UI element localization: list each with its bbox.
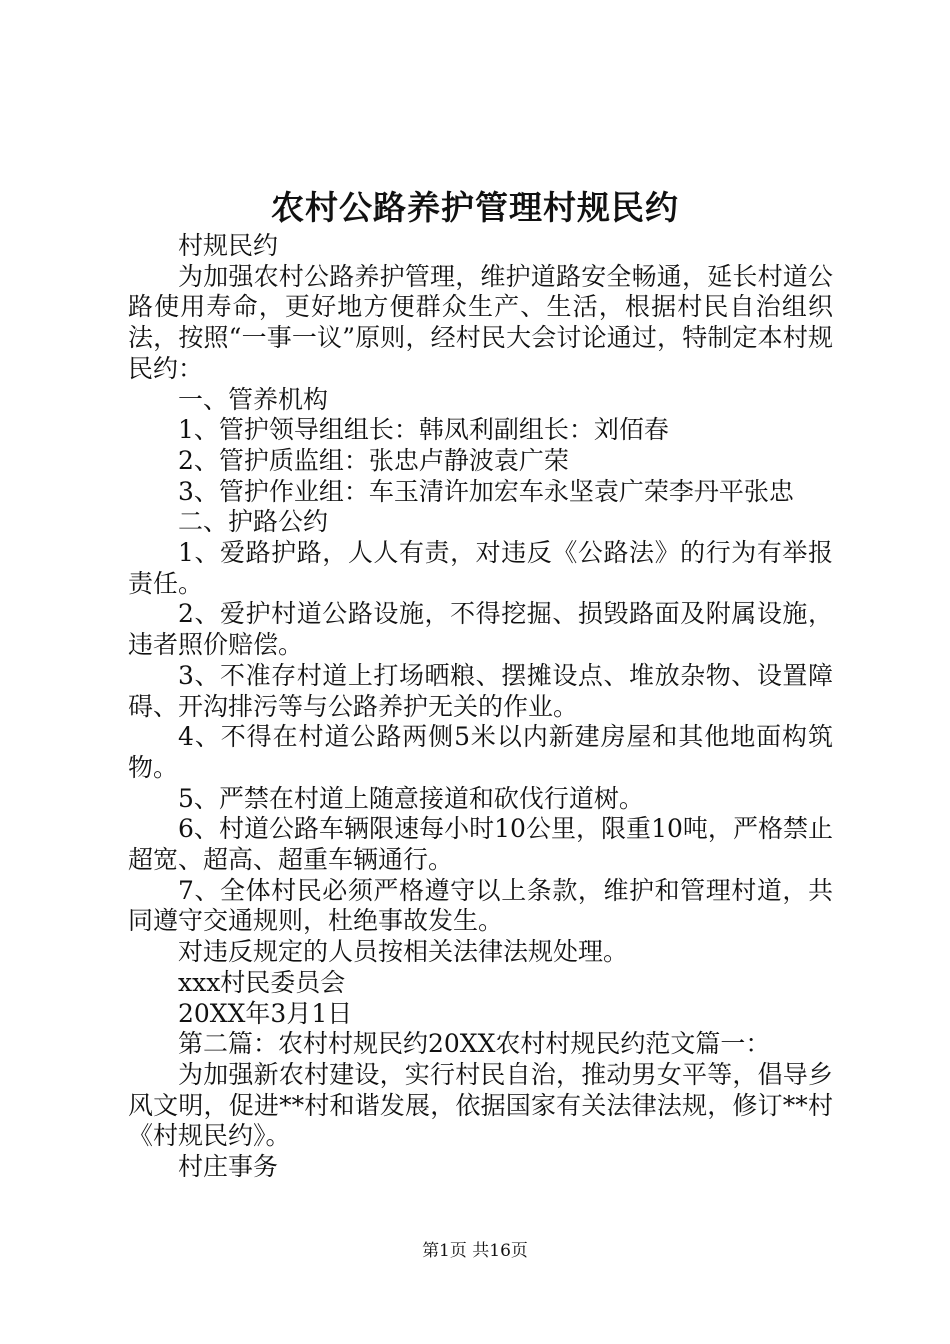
paragraph: 5、严禁在村道上随意接道和砍伐行道树。 (178, 783, 644, 813)
paragraph: xxx村民委员会 (178, 967, 346, 997)
paragraph: 二、护路公约 (178, 507, 329, 537)
paragraph: 7、全体村民必须严格遵守以上条款，维护和管理村道，共同遵守交通规则，杜绝事故发生。 (128, 875, 833, 936)
page-footer: 第1页 共16页 (422, 1241, 528, 1261)
paragraph: 村规民约 (178, 231, 279, 260)
paragraph: 2、爱护村道公路设施，不得挖掘、损毁路面及附属设施，违者照价赔偿。 (128, 599, 833, 660)
document-title: 农村公路养护管理村规民约 (271, 188, 679, 227)
paragraph: 1、爱路护路，人人有责，对违反《公路法》的行为有举报责任。 (128, 538, 833, 598)
paragraph: 4、不得在村道公路两侧5米以内新建房屋和其他地面构筑物。 (128, 722, 833, 782)
paragraph: 2、管护质监组：张忠卢静波袁广荣 (178, 445, 569, 475)
paragraph: 一、管养机构 (178, 384, 329, 414)
paragraph: 第二篇：农村村规民约20XX农村村规民约范文篇一： (178, 1029, 771, 1059)
paragraph: 对违反规定的人员按相关法律法规处理。 (178, 937, 629, 967)
paragraph: 3、管护作业组：车玉清许加宏车永坚袁广荣李丹平张忠 (178, 476, 794, 506)
paragraph: 3、不准存村道上打场晒粮、摆摊设点、堆放杂物、设置障碍、开沟排污等与公路养护无关的作业。 (128, 660, 833, 721)
paragraph: 20XX年3月1日 (178, 998, 353, 1028)
paragraph: 为加强农村公路养护管理，维护道路安全畅通，延长村道公路使用寿命，更好地方便群众生产、生活，根据村民自治组织法，按照“一事一议”原则，经村民大会讨论通过，特制定本村规民约： (128, 261, 833, 383)
paragraph: 为加强新农村建设，实行村民自治，推动男女平等，倡导乡风文明，促进**村和谐发展，依据国家有关法律法规，修订**村《村规民约》。 (128, 1059, 833, 1151)
paragraph: 1、管护领导组组长：韩凤利副组长：刘佰春 (178, 415, 669, 445)
paragraph: 6、村道公路车辆限速每小时10公里，限重10吨，严格禁止超宽、超高、超重车辆通行。 (128, 814, 833, 875)
document-body (128, 231, 833, 1183)
paragraph: 村庄事务 (178, 1152, 279, 1182)
